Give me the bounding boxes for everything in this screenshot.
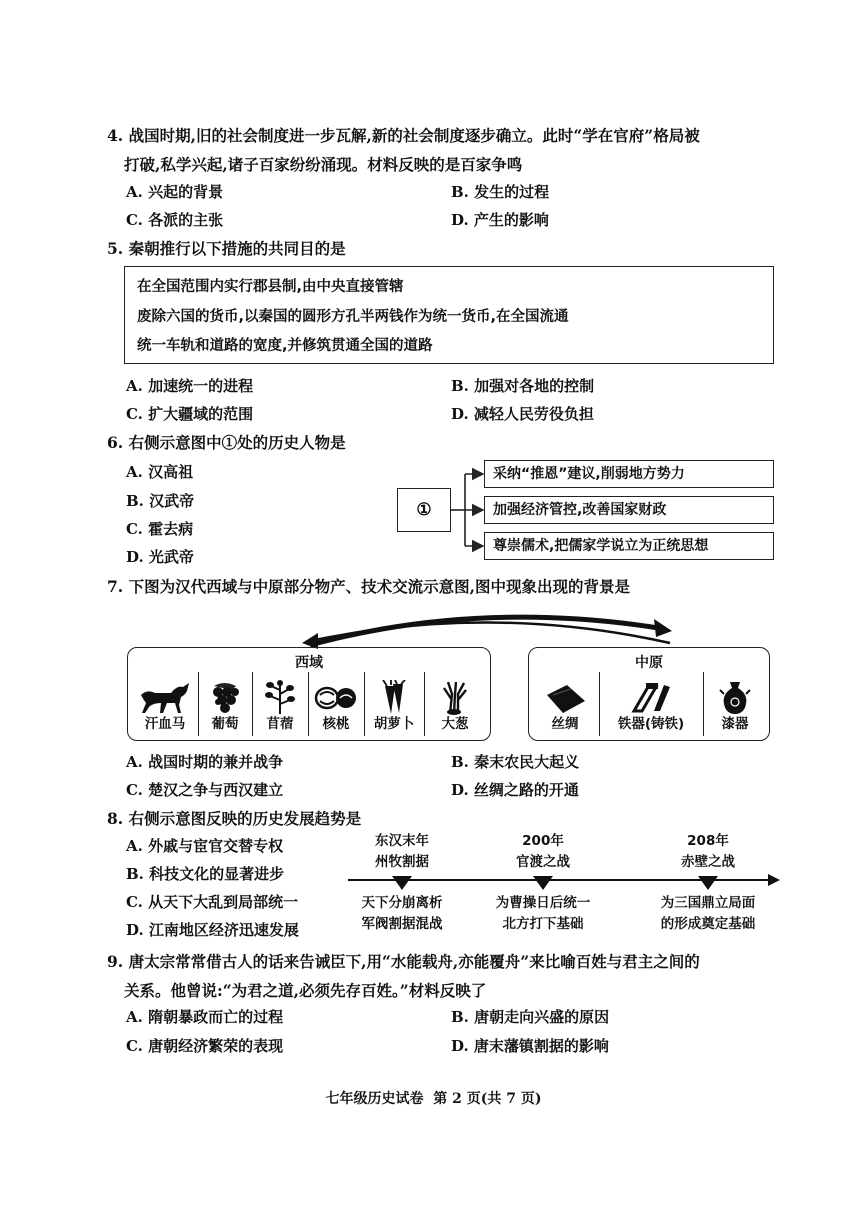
q9-stem-line2: 关系。他曾说:“为君之道,必须先存百姓。”材料反映了 bbox=[124, 981, 487, 1000]
q6-option-b: B. 汉武帝 bbox=[126, 492, 195, 510]
q7-option-c: C. 楚汉之争与西汉建立 bbox=[126, 781, 284, 799]
q8-event-top bbox=[347, 831, 457, 873]
q6-measure-box: 采纳“推恩”建议,削弱地方势力 bbox=[484, 460, 774, 488]
q7-central-title: 中原 bbox=[635, 655, 663, 671]
q8-event-bottom bbox=[643, 893, 773, 935]
q5-material-line: 在全国范围内实行郡县制,由中央直接管辖 bbox=[137, 279, 404, 295]
q6-option-d: D. 光武帝 bbox=[126, 548, 194, 566]
q7-west-item bbox=[364, 672, 423, 736]
q9-option-c: C. 唐朝经济繁荣的表现 bbox=[126, 1037, 284, 1055]
horse-icon bbox=[134, 680, 196, 716]
q7-west-item-label: 核桃 bbox=[322, 716, 350, 732]
q7-west-item bbox=[252, 672, 307, 736]
q8-event-bottom-line2: 的形成奠定基础 bbox=[660, 916, 756, 932]
walnut-icon bbox=[309, 680, 363, 716]
q8-event-bottom-line2: 军阀割据混战 bbox=[361, 916, 443, 932]
q8-event-top bbox=[653, 831, 763, 873]
q4-option-b: B. 发生的过程 bbox=[451, 183, 550, 201]
q5-option-c: C. 扩大疆域的范围 bbox=[126, 405, 254, 423]
q7-west-title: 西域 bbox=[295, 655, 323, 671]
q7-west-item-label: 胡萝卜 bbox=[373, 716, 415, 732]
q7-central-items bbox=[533, 672, 765, 736]
q7-west-item-label: 大葱 bbox=[441, 716, 469, 732]
q7-west-item-label: 苜蓿 bbox=[266, 716, 294, 732]
q7-central-item-label: 丝绸 bbox=[551, 716, 579, 732]
q6-stem: 6. 右侧示意图中①处的历史人物是 bbox=[107, 433, 346, 452]
q6-measure-box: 尊崇儒术,把儒家学说立为正统思想 bbox=[484, 532, 774, 560]
q5-stem: 5. 秦朝推行以下措施的共同目的是 bbox=[107, 239, 346, 258]
q5-material-line: 统一车轨和道路的宽度,并修筑贯通全国的道路 bbox=[137, 338, 433, 354]
q6-measure-box: 加强经济管控,改善国家财政 bbox=[484, 496, 774, 524]
q8-option-b: B. 科技文化的显著进步 bbox=[126, 865, 285, 883]
q7-west-item-label: 汗血马 bbox=[144, 716, 186, 732]
q5-material-line: 废除六国的货币,以秦国的圆形方孔半两钱作为统一货币,在全国流通 bbox=[137, 309, 569, 325]
q8-event-bottom bbox=[483, 893, 603, 935]
silk-icon bbox=[533, 680, 597, 716]
q4-stem-line1: 4. 战国时期,旧的社会制度进一步瓦解,新的社会制度逐步确立。此时“学在官府”格局被 bbox=[107, 126, 700, 145]
q7-option-b: B. 秦末农民大起义 bbox=[451, 753, 580, 771]
q4-option-c: C. 各派的主张 bbox=[126, 211, 224, 229]
q7-central-item-label: 漆器 bbox=[721, 716, 749, 732]
q7-west-box bbox=[127, 647, 491, 741]
page-footer: 七年级历史试卷 第 2 页(共 7 页) bbox=[325, 1091, 542, 1107]
q8-event-top-line2: 官渡之战 bbox=[516, 854, 570, 870]
q8-event-bottom bbox=[342, 893, 462, 935]
q6-center-box bbox=[397, 488, 451, 532]
q7-west-items bbox=[134, 672, 484, 736]
q8-event-bottom-line1: 天下分崩离析 bbox=[361, 895, 443, 911]
q7-option-a: A. 战国时期的兼并战争 bbox=[126, 753, 284, 771]
q8-option-c: C. 从天下大乱到局部统一 bbox=[126, 893, 299, 911]
q6-option-a: A. 汉高祖 bbox=[126, 463, 194, 481]
q4-option-a: A. 兴起的背景 bbox=[126, 183, 224, 201]
q5-material-box bbox=[124, 266, 774, 364]
q7-west-item-label: 葡萄 bbox=[211, 716, 239, 732]
q8-option-d: D. 江南地区经济迅速发展 bbox=[126, 921, 299, 939]
q7-west-item bbox=[134, 672, 196, 736]
alfalfa-icon bbox=[253, 680, 307, 716]
lacquer-vase-icon bbox=[704, 680, 766, 716]
q5-option-a: A. 加速统一的进程 bbox=[126, 377, 254, 395]
q7-west-item bbox=[424, 672, 485, 736]
q8-event-bottom-line1: 为三国鼎立局面 bbox=[660, 895, 756, 911]
q8-event-bottom-line2: 北方打下基础 bbox=[502, 916, 584, 932]
q7-option-d: D. 丝绸之路的开通 bbox=[451, 781, 579, 799]
q8-event-top-line2: 赤壁之战 bbox=[681, 854, 735, 870]
q8-event-top-line1: 东汉末年 bbox=[375, 833, 429, 849]
q8-stem: 8. 右侧示意图反映的历史发展趋势是 bbox=[107, 809, 362, 828]
grape-icon bbox=[199, 680, 251, 716]
q7-central-item bbox=[533, 672, 597, 736]
q8-event-bottom-line1: 为曹操日后统一 bbox=[495, 895, 591, 911]
q7-central-box bbox=[528, 647, 770, 741]
q9-stem-line1: 9. 唐太宗常常借古人的话来告诫臣下,用“水能载舟,亦能覆舟”来比喻百姓与君主之间的 bbox=[107, 952, 700, 971]
iron-tool-icon bbox=[600, 680, 702, 716]
q8-event-top-line1: 200年 bbox=[522, 833, 564, 849]
q9-option-d: D. 唐末藩镇割据的影响 bbox=[451, 1037, 609, 1055]
q9-option-a: A. 隋朝暴政而亡的过程 bbox=[126, 1008, 284, 1026]
q8-event-top-line1: 208年 bbox=[687, 833, 729, 849]
q5-option-b: B. 加强对各地的控制 bbox=[451, 377, 595, 395]
q7-west-item bbox=[198, 672, 251, 736]
scallion-icon bbox=[425, 680, 485, 716]
q8-option-a: A. 外戚与宦官交替专权 bbox=[126, 837, 284, 855]
q7-west-item bbox=[308, 672, 363, 736]
q7-central-item-label: 铁器(铸铁) bbox=[617, 716, 685, 732]
q8-event-top bbox=[488, 831, 598, 873]
q9-option-b: B. 唐朝走向兴盛的原因 bbox=[451, 1008, 610, 1026]
q8-event-top-line2: 州牧割据 bbox=[375, 854, 429, 870]
q7-stem: 7. 下图为汉代西域与中原部分物产、技术交流示意图,图中现象出现的背景是 bbox=[107, 577, 630, 596]
q6-option-c: C. 霍去病 bbox=[126, 520, 194, 538]
q4-stem-line2: 打破,私学兴起,诸子百家纷纷涌现。材料反映的是百家争鸣 bbox=[124, 155, 523, 174]
q4-option-d: D. 产生的影响 bbox=[451, 211, 549, 229]
q6-center-label: ① bbox=[416, 500, 432, 520]
q7-central-item bbox=[703, 672, 766, 736]
q7-exchange-arrows bbox=[290, 605, 690, 653]
q6-connector-arrows bbox=[449, 460, 489, 560]
carrot-icon bbox=[365, 680, 423, 716]
q5-option-d: D. 减轻人民劳役负担 bbox=[451, 405, 594, 423]
q7-central-item bbox=[599, 672, 702, 736]
